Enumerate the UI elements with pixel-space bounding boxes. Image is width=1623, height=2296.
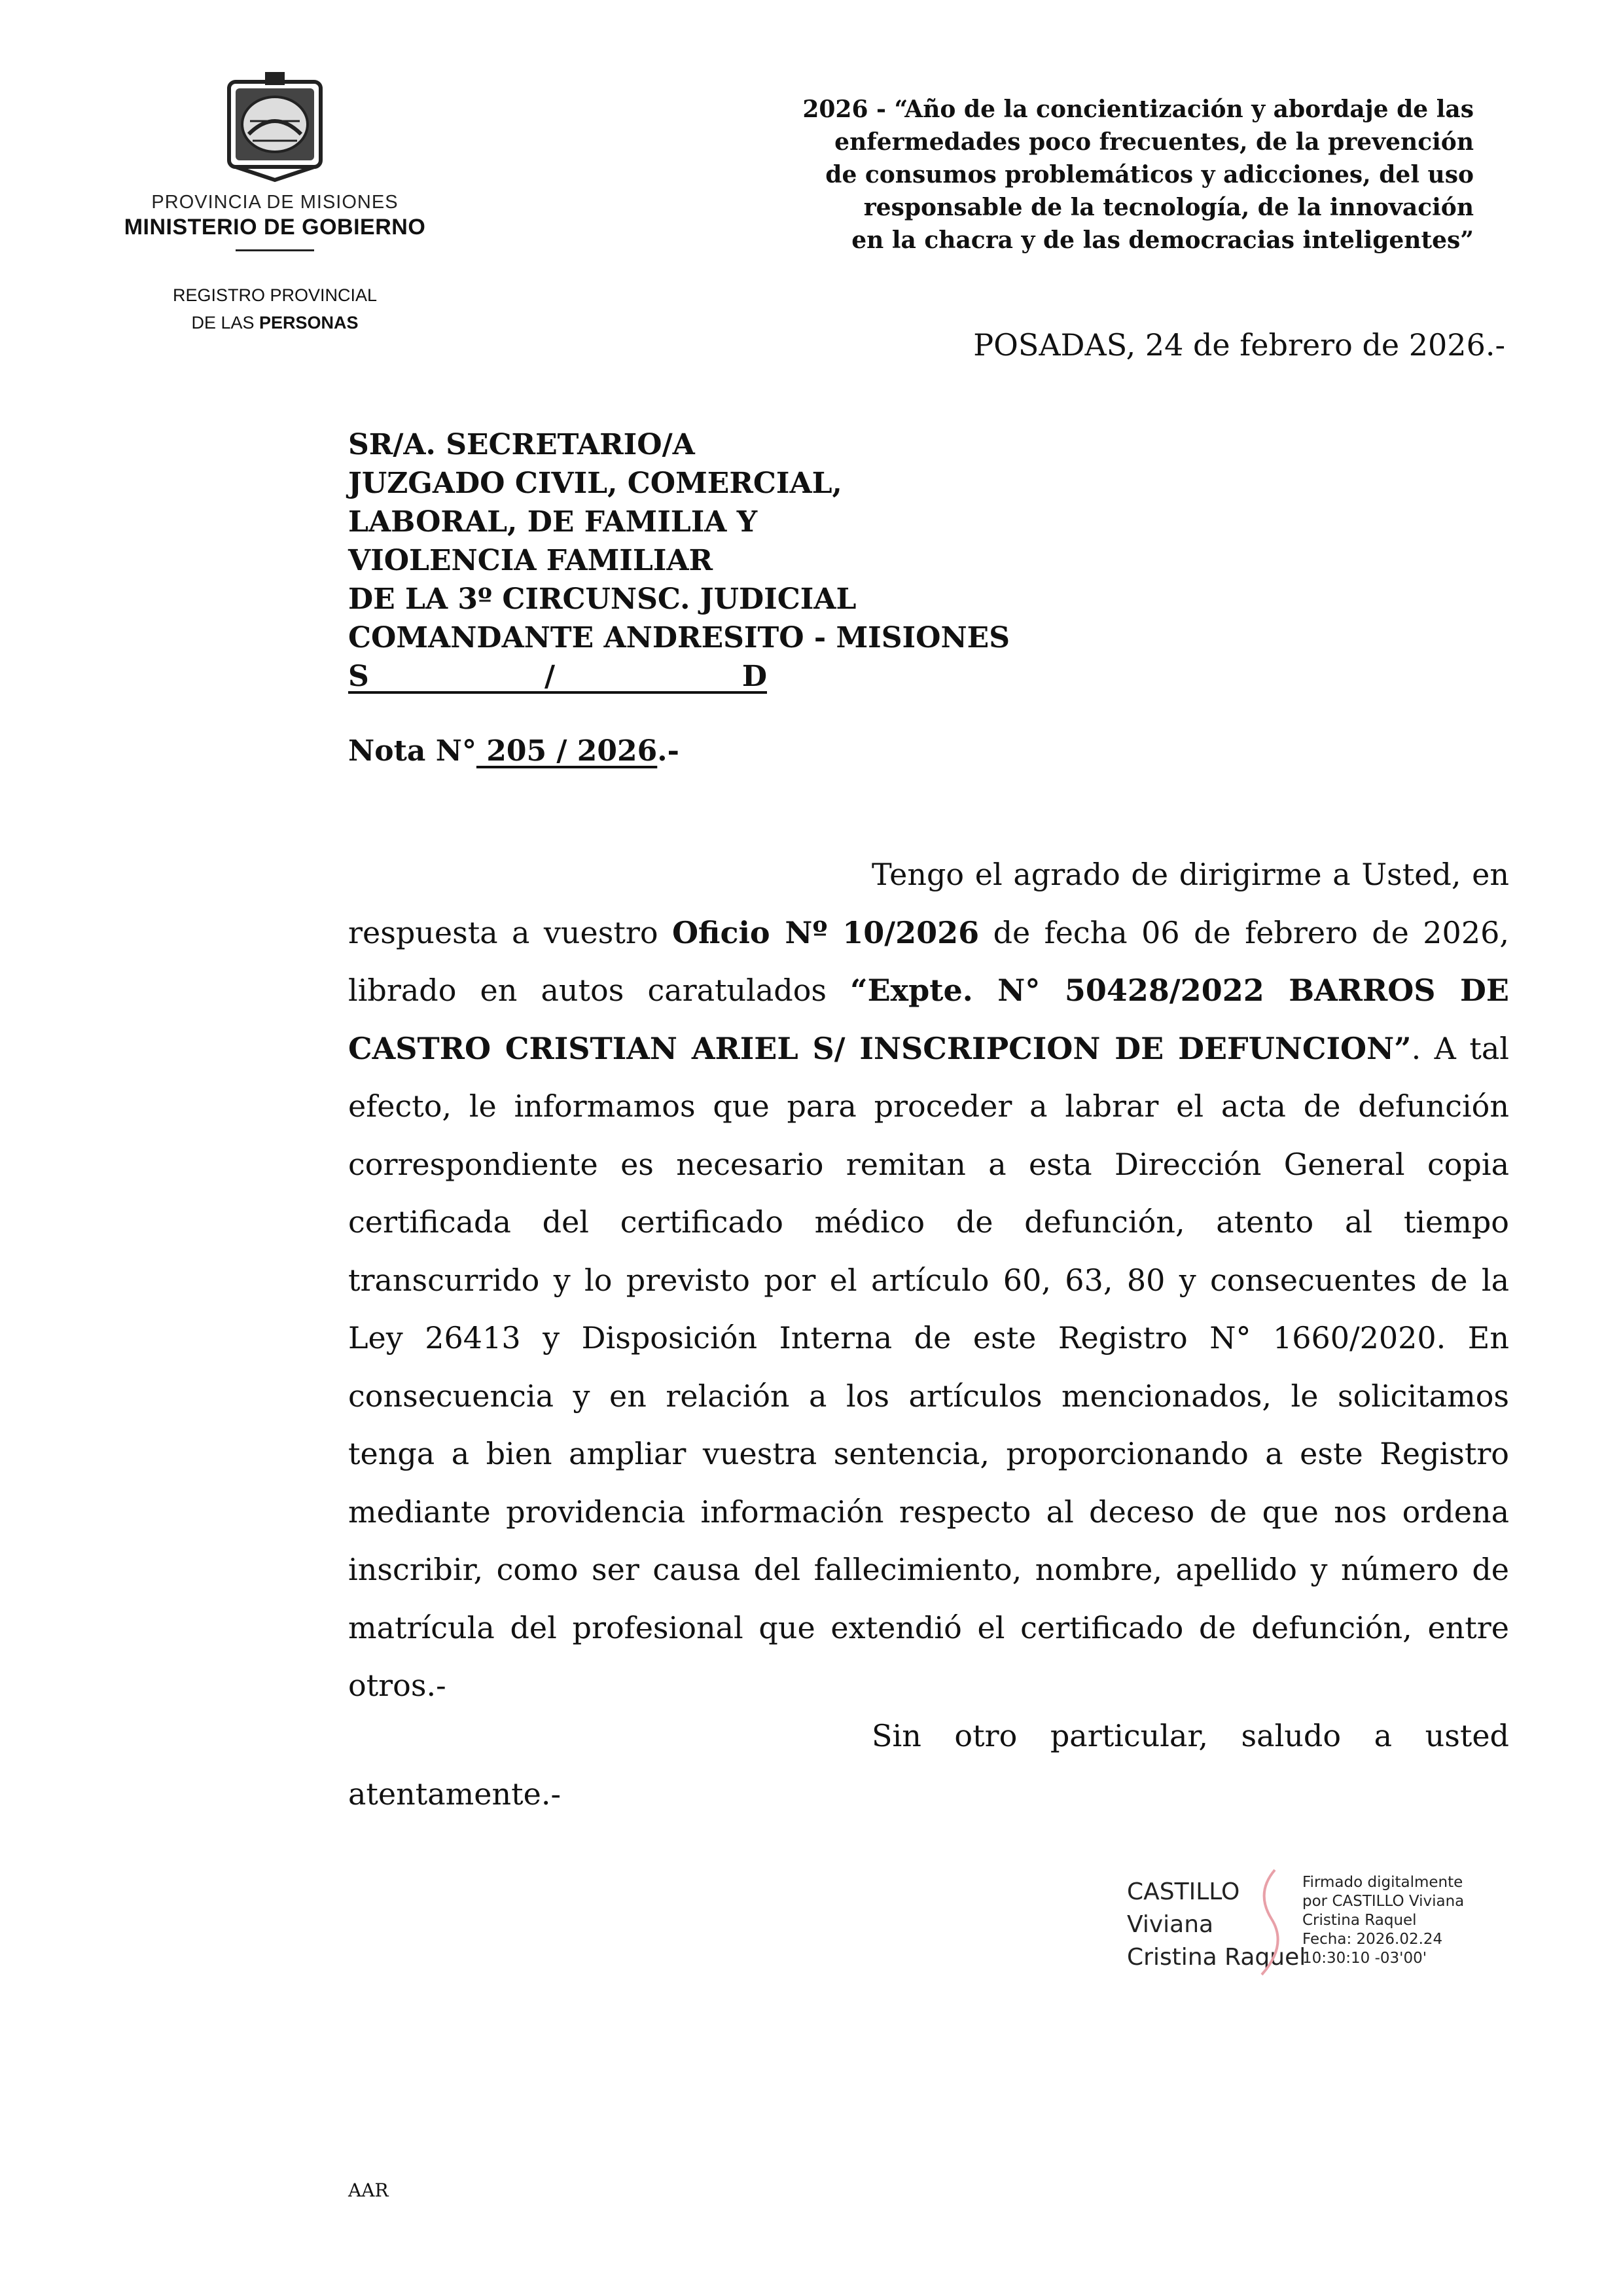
body-text-3: . A tal efecto, le informamos que para proceder a labrar el acta de defunción correspondiente es necesario remitan a esta Dirección General copia certificada del certificado médico de defunción, atento al tiempo transcurrido y lo previsto por el artículo 60, 63, 80 y consecuentes de la Ley 26413 y Disposición Interna de este Registro N° 1660/2020. En consecuencia y en relación a los artículos mencionados, le solicitamos tenga a bien ampliar vuestra sentencia, proporcionando a este Registro mediante providencia información respecto al deceso de que nos ordena inscribir, como ser causa del fallecimiento, nombre, apellido y número de matrícula del profesional que extendió el certificado de defunción, entre otros.- (348, 1030, 1509, 1703)
sd-s: S (348, 660, 369, 693)
signature-metadata (1302, 1873, 1464, 1968)
body-text-2: de fecha 06 de febrero de 2026, librado en autos caratulados (348, 914, 1509, 1008)
note-prefix: Nota N° (348, 734, 476, 768)
addressee-line: DE LA 3º CIRCUNSC. JUDICIAL (348, 583, 857, 616)
motto-line: de consumos problemáticos y adicciones, del uso (825, 161, 1474, 188)
addressee-line: JUZGADO CIVIL, COMERCIAL, (348, 467, 842, 500)
motto-line: en la chacra y de las democracias inteligentes” (851, 226, 1474, 254)
addressee-line: VIOLENCIA FAMILIAR (348, 544, 713, 577)
sd-d: D (741, 660, 767, 693)
sd-slash: / (544, 660, 556, 693)
registry-line-1: REGISTRO PROVINCIAL (172, 285, 378, 305)
signature-meta-line: por CASTILLO Viviana (1302, 1893, 1465, 1910)
signature-meta-line: Fecha: 2026.02.24 (1302, 1931, 1443, 1948)
registry-line-2-prefix: DE LAS (191, 313, 259, 332)
letter-date: POSADAS, 24 de febrero de 2026.- (973, 327, 1505, 363)
closing-block (348, 1707, 1509, 1823)
registry-line-2 (118, 309, 432, 336)
note-number-value: 205 / 2026 (476, 734, 658, 768)
logo-ministry-text: MINISTERIO DE GOBIERNO (124, 215, 426, 240)
note-suffix: .- (657, 734, 679, 768)
typist-initials: AAR (348, 2179, 389, 2201)
signer-name-line: CASTILLO (1127, 1878, 1240, 1905)
addressee-line: SR/A. SECRETARIO/A (348, 428, 695, 461)
signature-meta-line: Cristina Raquel (1302, 1912, 1417, 1929)
closing-text: Sin otro particular, saludo a usted atentamente.- (348, 1718, 1509, 1812)
signer-name-line: Cristina Raquel (1127, 1944, 1306, 1971)
motto-line: responsable de la tecnología, de la innovación (863, 194, 1474, 221)
case-reference: “Expte. N° 50428/2022 BARROS DE CASTRO CRISTIAN ARIEL S/ INSCRIPCION DE DEFUNCION” (348, 973, 1509, 1066)
digital-signature-mark-icon (1242, 1867, 1301, 1978)
body-paragraph (348, 846, 1509, 1715)
addressee-line: COMANDANTE ANDRESITO - MISIONES (348, 621, 1010, 655)
signature-meta-line: Firmado digitalmente (1302, 1874, 1463, 1891)
registry-line-2-bold: PERSONAS (259, 313, 359, 332)
logo-divider (236, 249, 314, 251)
signer-name-line: Viviana (1127, 1911, 1214, 1938)
addressee-block (348, 425, 1010, 704)
su-despacho-line (348, 657, 767, 694)
logo-province-text: PROVINCIA DE MISIONES (151, 192, 399, 213)
motto-line: enfermedades poco frecuentes, de la prevención (834, 128, 1474, 156)
year-motto (688, 93, 1474, 257)
oficio-reference: Oficio Nº 10/2026 (671, 914, 980, 950)
letter-body (348, 846, 1509, 1715)
provincial-seal-icon (209, 69, 340, 187)
motto-line: 2026 - “Año de la concientización y abordaje de las (802, 96, 1474, 123)
signature-meta-line: 10:30:10 -03'00' (1302, 1950, 1427, 1967)
registry-name (118, 281, 432, 336)
addressee-line: LABORAL, DE FAMILIA Y (348, 505, 758, 539)
ministry-logo (118, 69, 432, 251)
body-text-1: Tengo el agrado de dirigirme a Usted, en respuesta a vuestro (348, 857, 1509, 950)
note-number (348, 734, 679, 768)
